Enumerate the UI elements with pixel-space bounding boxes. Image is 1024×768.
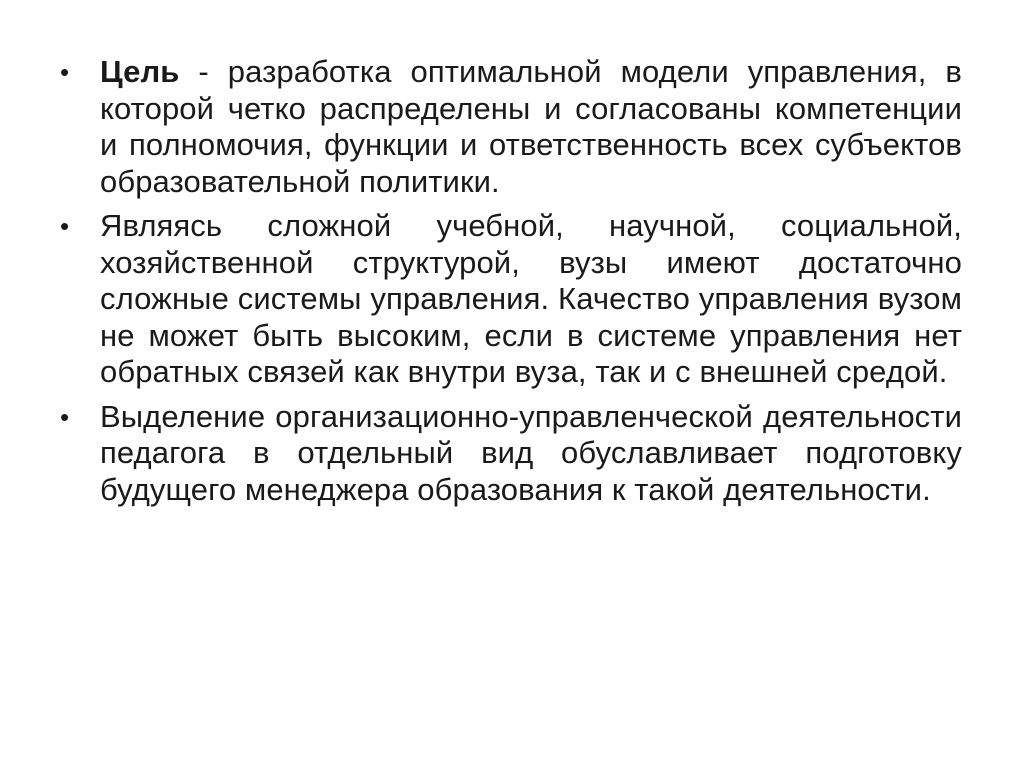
bullet-item-goal xyxy=(58,54,962,200)
bullet-text xyxy=(100,399,962,507)
bullet-list xyxy=(58,54,962,508)
bullet-text xyxy=(100,54,962,199)
bullet-dot-icon: • xyxy=(60,401,70,432)
bullet-dot-icon: • xyxy=(60,57,70,87)
bullet-dot-icon: • xyxy=(60,211,70,241)
bullet-body: - разработка оптимальной модели управления, в которой четко распределены и согласованы компетенции и полномочия, функции и ответственность всех субъектов образовательной политики. xyxy=(100,54,962,199)
bullet-text xyxy=(100,208,962,389)
bullet-body: Выделение организационно-управленческой деятельности педагога в отдельный вид обуславливает подготовку будущего менеджера образования к такой деятельности. xyxy=(100,398,962,507)
bullet-body: Являясь сложной учебной, научной, социальной, хозяйственной структурой, вузы имеют достаточно сложные системы управления. Качество управления вузом не может быть высоким, если в системе управления нет обратных связей как внутри вуза, так и с внешней средой. xyxy=(100,208,962,389)
bullet-item-structure xyxy=(58,208,962,391)
bullet-item-activity xyxy=(58,399,962,509)
bullet-lead-bold: Цель xyxy=(100,54,180,89)
